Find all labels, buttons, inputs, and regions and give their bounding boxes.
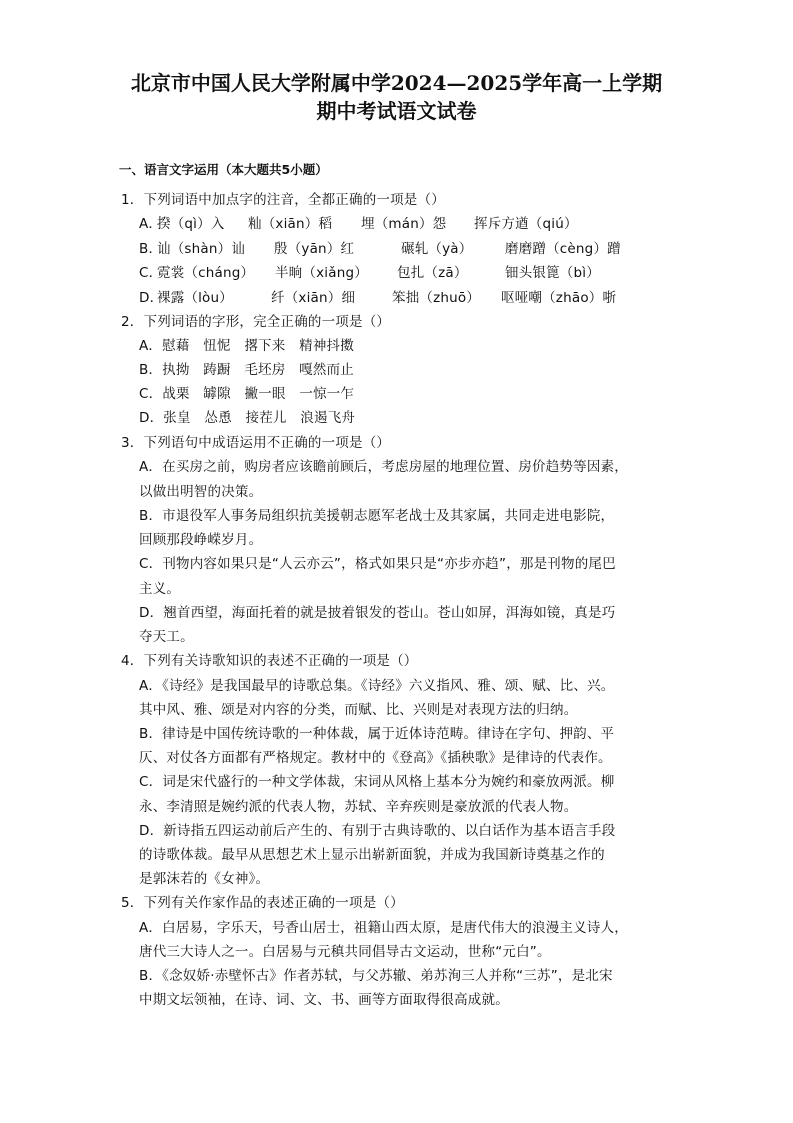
question-4-stem: 4．下列有关诗歌知识的表述不正确的一项是（） (121, 653, 418, 669)
question-3-text-line: C．刊物内容如果只是“人云亦云”，格式如果只是“亦步亦趋”，那是刊物的尾巴 (139, 556, 616, 572)
question-1-option-d (139, 289, 699, 307)
question-3-text-line: 夺天工。 (139, 629, 194, 645)
option-item: 裸露（lòu） (157, 290, 233, 306)
question-4-text-line: 永、李清照是婉约派的代表人物，苏轼、辛弃疾则是豪放派的代表人物。 (139, 799, 578, 815)
question-1-option-a (139, 215, 699, 233)
option-item: 霓裳（cháng） (157, 265, 255, 281)
option-item: 挥斥方遒（qiú） (474, 216, 578, 232)
question-1-option-c (139, 264, 699, 282)
question-5-text-line: A．白居易，字乐天，号香山居士，祖籍山西太原，是唐代伟大的浪漫主义诗人， (139, 920, 628, 936)
question-4-text-line: B．律诗是中国传统诗歌的一种体裁，属于近体诗范畴。律诗在字句、押韵、平 (139, 726, 615, 742)
option-item: 半晌（xiǎng） (275, 265, 368, 281)
question-3-text-line: 主义。 (139, 581, 181, 597)
option-item: 碾轧（yà） (401, 241, 473, 257)
option-item: 纤（xiān）细 (271, 290, 356, 306)
question-2-option-d: D．张皇 怂恿 接茬儿 浪遏飞舟 (139, 410, 356, 426)
document-title-line-2: 期中考试语文试卷 (316, 99, 477, 123)
option-item: 殷（yān）红 (274, 241, 355, 257)
question-5-text-line: B．《念奴娇·赤壁怀古》作者苏轼，与父苏辙、弟苏洵三人并称“三苏”，是北宋 (139, 968, 613, 984)
question-5-stem: 5．下列有关作家作品的表述正确的一项是（） (121, 895, 404, 911)
question-3-text-line: 回顾那段峥嵘岁月。 (139, 532, 263, 548)
question-4-text-line: 仄、对仗各方面都有严格规定。教材中的《登高》《插秧歌》是律诗的代表作。 (139, 750, 612, 766)
option-letter: D． (139, 290, 164, 306)
question-2-option-a: A．慰藉 忸怩 撂下来 精神抖擞 (139, 338, 354, 354)
question-5-text-line: 中期文坛领袖，在诗、词、文、书、画等方面取得很高成就。 (139, 992, 509, 1008)
option-letter: B． (139, 241, 163, 257)
question-4-text-line: 是郭沫若的《女神》。 (139, 871, 270, 887)
option-item: 包扎（zā） (397, 265, 468, 281)
question-4-text-line: 其中风、雅、颂是对内容的分类，而赋、比、兴则是对表现方法的归纳。 (139, 702, 578, 718)
question-2-option-c: C．战栗 罅隙 撇一眼 一惊一乍 (139, 386, 355, 402)
section-heading: 一、语言文字运用（本大题共5小题） (119, 162, 328, 177)
question-3-text-line: D．翘首西望，海面托着的就是披着银发的苍山。苍山如屏，洱海如镜，真是巧 (139, 605, 616, 621)
question-3-text-line: 以做出明智的决策。 (139, 484, 263, 500)
question-1-option-b (139, 240, 699, 258)
question-2-stem: 2．下列词语的字形，完全正确的一项是（） (121, 314, 391, 330)
option-item: 呕哑嘲（zhāo）哳 (501, 290, 617, 306)
option-item: 讪（shàn）讪 (157, 241, 246, 257)
question-4-text-line: A．《诗经》是我国最早的诗歌总集。《诗经》六义指风、雅、颂、赋、比、兴。 (139, 678, 615, 694)
option-item: 笨拙（zhuō） (392, 290, 481, 306)
option-item: 埋（mán）怨 (361, 216, 447, 232)
question-2-option-b: B．执拗 踌蹰 毛坯房 嘎然而止 (139, 362, 354, 378)
option-item: 籼（xiān）稻 (248, 216, 333, 232)
option-letter: C． (139, 265, 163, 281)
question-4-text-line: C．词是宋代盛行的一种文学体裁，宋词从风格上基本分为婉约和豪放两派。柳 (139, 774, 615, 790)
question-3-stem: 3．下列语句中成语运用不正确的一项是（） (121, 435, 391, 451)
question-3-text-line: B．市退役军人事务局组织抗美援朝志愿军老战士及其家属，共同走进电影院， (139, 508, 615, 524)
question-1-stem: 1．下列词语中加点字的注音，全都正确的一项是（） (121, 192, 445, 208)
question-3-text-line: A．在买房之前，购房者应该瞻前顾后，考虑房屋的地理位置、房价趋势等因素， (139, 459, 628, 475)
document-title-line-1: 北京市中国人民大学附属中学2024—2025学年高一上学期 (130, 71, 663, 95)
question-4-text-line: 的诗歌体裁。最早从思想艺术上显示出崭新面貌，并成为我国新诗奠基之作的 (139, 847, 605, 863)
option-item: 揆（qì）入 (157, 216, 225, 232)
option-item: 磨磨蹭（cèng）蹭 (505, 241, 621, 257)
question-4-text-line: D．新诗指五四运动前后产生的、有别于古典诗歌的、以白话作为基本语言手段 (139, 823, 616, 839)
option-item: 钿头银篦（bì） (505, 265, 600, 281)
question-5-text-line: 唐代三大诗人之一。白居易与元稹共同倡导古文运动，世称“元白”。 (139, 944, 551, 960)
option-letter: A． (139, 216, 163, 232)
